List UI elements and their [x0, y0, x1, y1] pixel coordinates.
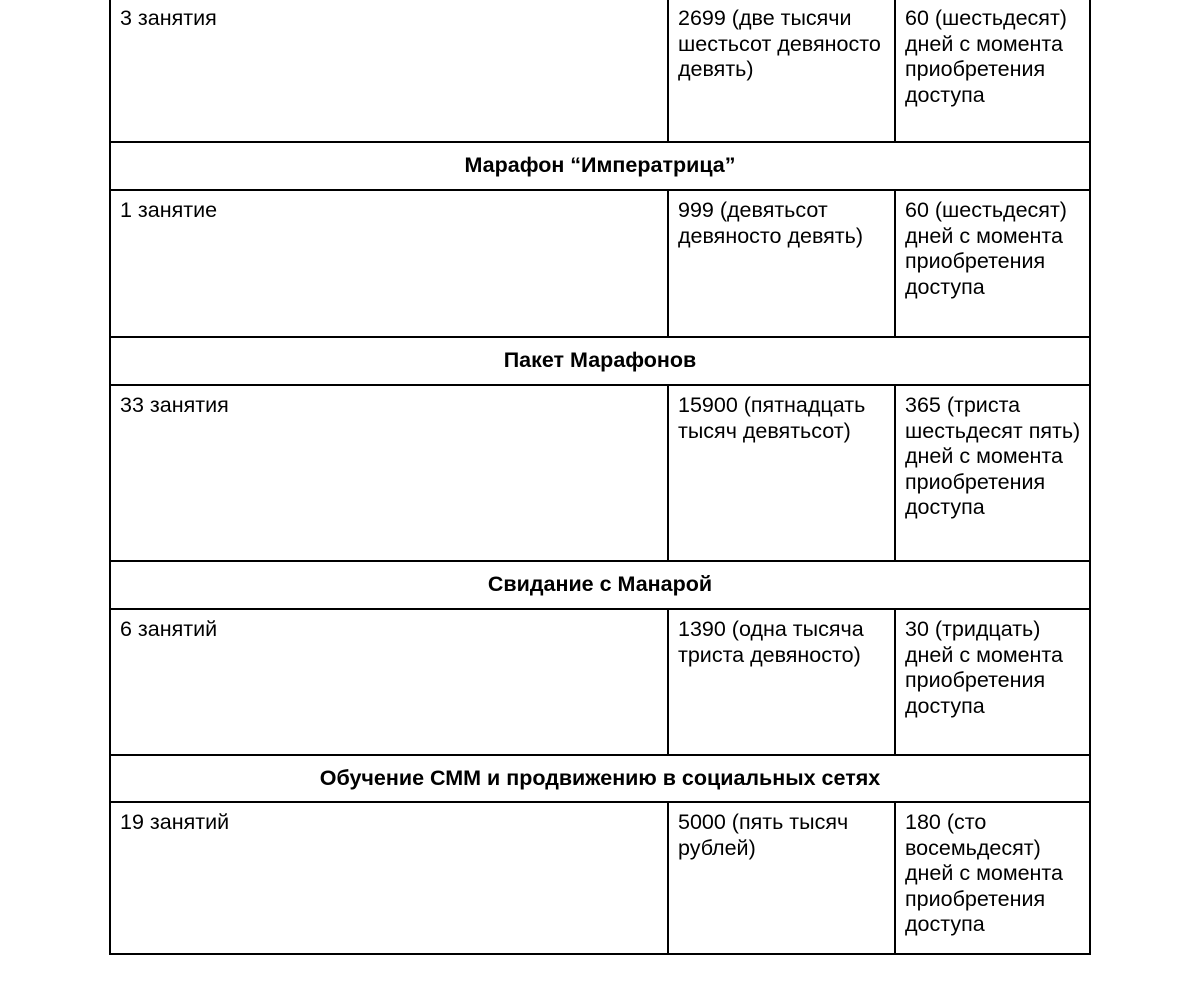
table-row: [110, 802, 1090, 954]
section-header-row: [110, 142, 1090, 190]
lessons-cell: 19 занятий: [110, 802, 668, 954]
access-period-cell: 180 (сто восемьдесят) дней с момента приобретения доступа: [895, 802, 1090, 954]
table-row: [110, 190, 1090, 337]
pricing-table: [109, 0, 1091, 955]
section-title: Обучение СММ и продвижению в социальных сетях: [110, 755, 1090, 802]
table-row: [110, 609, 1090, 755]
access-period-cell: 30 (тридцать) дней с момента приобретения доступа: [895, 609, 1090, 755]
lessons-cell: 6 занятий: [110, 609, 668, 755]
price-cell: 5000 (пять тысяч рублей): [668, 802, 895, 954]
price-cell: 1390 (одна тысяча триста девяносто): [668, 609, 895, 755]
section-title: Марафон “Императрица”: [110, 142, 1090, 190]
access-period-cell: 60 (шестьдесят) дней с момента приобретения доступа: [895, 0, 1090, 142]
section-title: Свидание с Манарой: [110, 561, 1090, 609]
section-header-row: [110, 755, 1090, 802]
table-row: [110, 385, 1090, 561]
access-period-cell: 60 (шестьдесят) дней с момента приобретения доступа: [895, 190, 1090, 337]
section-header-row: [110, 561, 1090, 609]
section-header-row: [110, 337, 1090, 385]
lessons-cell: 3 занятия: [110, 0, 668, 142]
lessons-cell: 33 занятия: [110, 385, 668, 561]
table-row: [110, 0, 1090, 142]
price-cell: 2699 (две тысячи шестьсот девяносто девять): [668, 0, 895, 142]
access-period-cell: 365 (триста шестьдесят пять) дней с момента приобретения доступа: [895, 385, 1090, 561]
price-cell: 999 (девятьсот девяносто девять): [668, 190, 895, 337]
lessons-cell: 1 занятие: [110, 190, 668, 337]
section-title: Пакет Марафонов: [110, 337, 1090, 385]
price-cell: 15900 (пятнадцать тысяч девятьсот): [668, 385, 895, 561]
